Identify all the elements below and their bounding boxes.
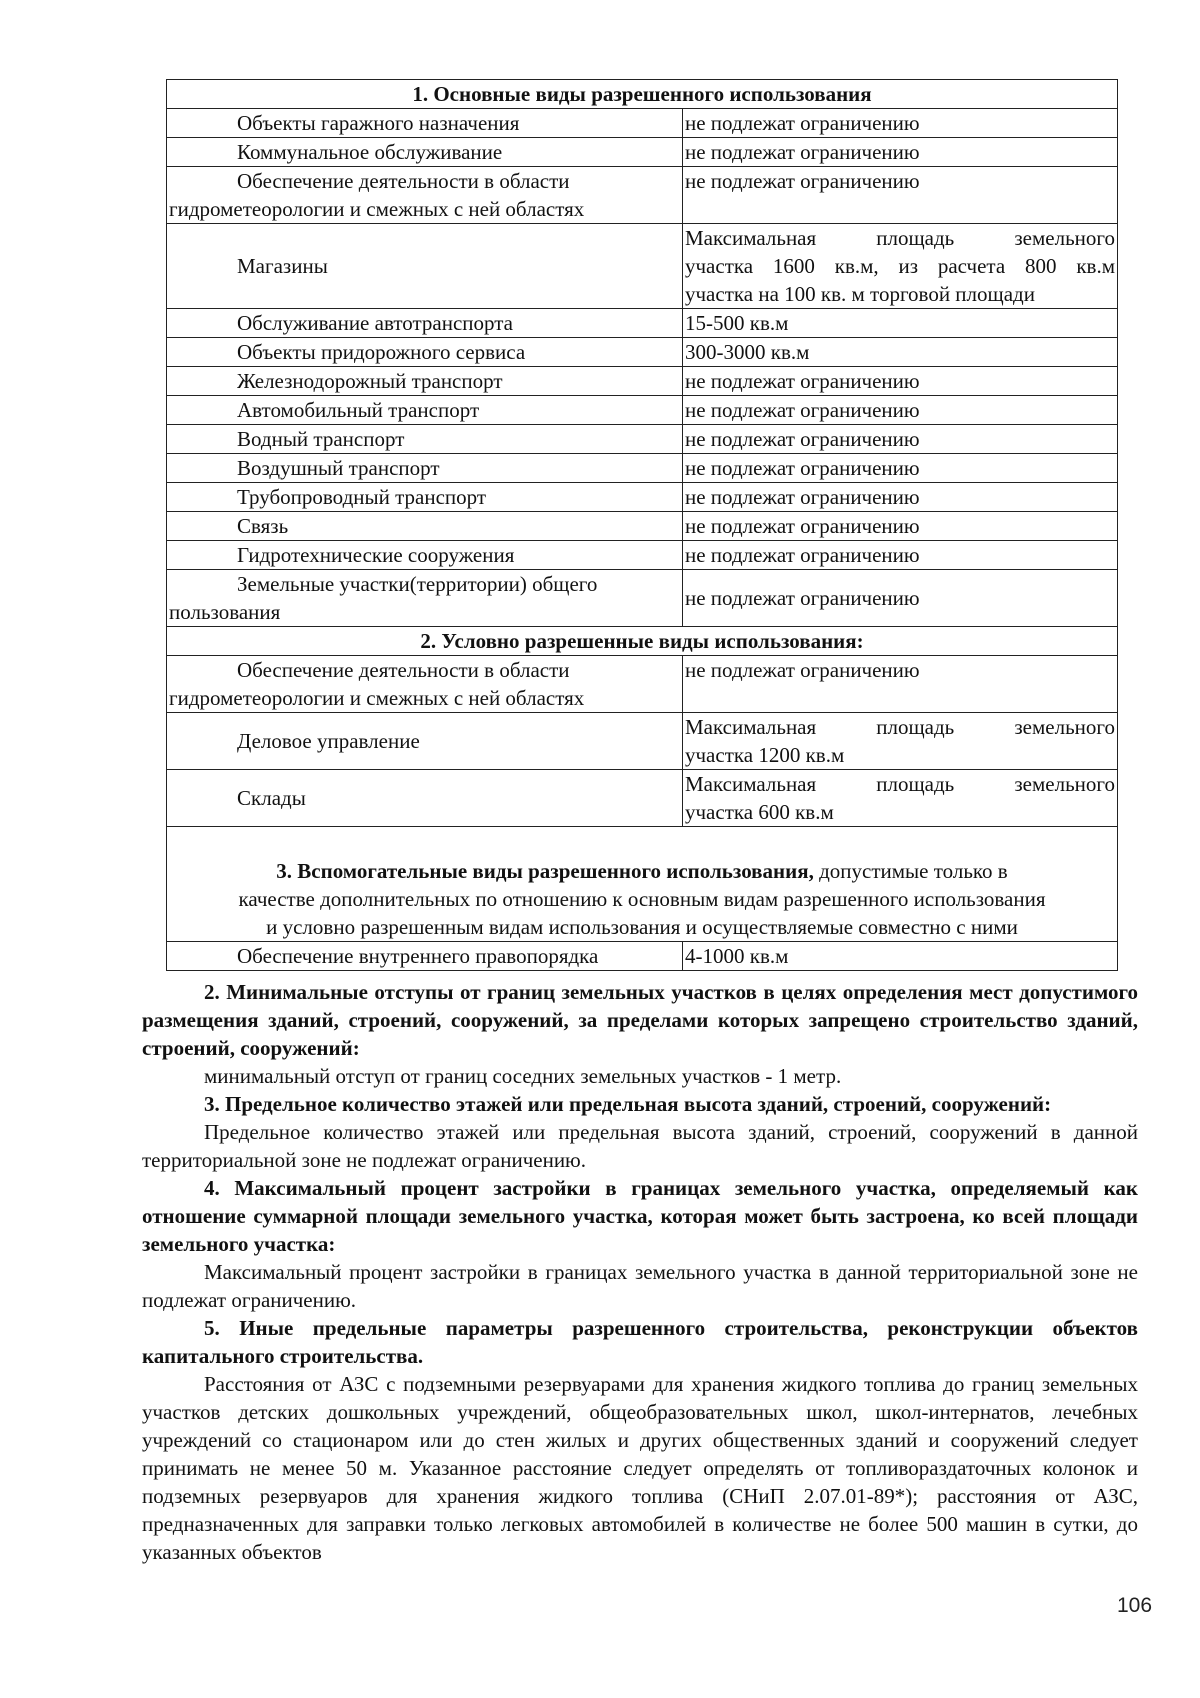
section3-title	[167, 827, 1118, 942]
use-type-value: не подлежат ограничению	[683, 425, 1118, 454]
use-type-value: не подлежат ограничению	[683, 454, 1118, 483]
table-row	[167, 656, 1118, 713]
value-line: участка 1600 кв.м, из расчета 800 кв.м	[685, 254, 1115, 278]
use-type-value: 4-1000 кв.м	[683, 942, 1118, 971]
table-row	[167, 942, 1118, 971]
use-type-value: не подлежат ограничению	[683, 570, 1118, 627]
section-heading: 3. Предельное количество этажей или предельная высота зданий, строений, сооружений:	[204, 1092, 1052, 1116]
document-body	[142, 978, 1138, 1566]
use-type-value: 15-500 кв.м	[683, 309, 1118, 338]
section3-line: качестве дополнительных по отношению к основным видам разрешенного использования	[238, 887, 1046, 911]
use-type-name: Магазины	[167, 224, 683, 309]
value-line: Максимальная площадь земельного	[685, 772, 1115, 796]
section-text: Предельное количество этажей или предельная высота зданий, строений, сооружений в данной территориальной зоне не подлежат ограничению.	[142, 1120, 1138, 1172]
table-row	[167, 338, 1118, 367]
page-number: 106	[1117, 1594, 1153, 1617]
section-header-row	[167, 827, 1118, 942]
name-line: гидрометеорологии и смежных с ней областях	[169, 197, 585, 221]
table-row	[167, 396, 1118, 425]
table-row	[167, 570, 1118, 627]
name-line: Земельные участки(территории) общего	[237, 572, 598, 596]
use-type-name: Склады	[167, 770, 683, 827]
section1-title: 1. Основные виды разрешенного использования	[167, 80, 1118, 109]
use-type-name	[167, 167, 683, 224]
use-type-name: Обслуживание автотранспорта	[167, 309, 683, 338]
use-type-name: Трубопроводный транспорт	[167, 483, 683, 512]
use-type-name: Водный транспорт	[167, 425, 683, 454]
use-type-value: не подлежат ограничению	[683, 483, 1118, 512]
use-type-name: Воздушный транспорт	[167, 454, 683, 483]
section-heading: 5. Иные предельные параметры разрешенного строительства, реконструкции объектов капитального строительства.	[142, 1316, 1138, 1368]
use-type-value	[683, 770, 1118, 827]
use-type-name	[167, 656, 683, 713]
use-type-name: Железнодорожный транспорт	[167, 367, 683, 396]
use-type-value	[683, 224, 1118, 309]
table-row	[167, 167, 1118, 224]
table-row	[167, 713, 1118, 770]
table-row	[167, 454, 1118, 483]
section2-title: 2. Условно разрешенные виды использования:	[167, 627, 1118, 656]
value-line: Максимальная площадь земельного	[685, 226, 1115, 250]
value-line: участка на 100 кв. м торговой площади	[685, 282, 1035, 306]
use-type-name: Деловое управление	[167, 713, 683, 770]
use-type-value: 300-3000 кв.м	[683, 338, 1118, 367]
use-type-value: не подлежат ограничению	[683, 541, 1118, 570]
use-type-value: не подлежат ограничению	[683, 367, 1118, 396]
use-type-value: не подлежат ограничению	[683, 109, 1118, 138]
name-line: гидрометеорологии и смежных с ней областях	[169, 686, 585, 710]
use-type-value: не подлежат ограничению	[683, 138, 1118, 167]
section-text: минимальный отступ от границ соседних земельных участков - 1 метр.	[204, 1064, 842, 1088]
value-line: участка 600 кв.м	[685, 800, 834, 824]
use-type-name: Объекты гаражного назначения	[167, 109, 683, 138]
permitted-use-table	[166, 79, 1118, 971]
table-row	[167, 224, 1118, 309]
use-type-name: Обеспечение внутреннего правопорядка	[167, 942, 683, 971]
table-row	[167, 367, 1118, 396]
section3-rest: допустимые только в	[813, 859, 1008, 883]
section-heading: 2. Минимальные отступы от границ земельных участков в целях определения мест допустимого размещения зданий, строений, сооружений, за пределами которых запрещено строительство зданий, строений, сооружений:	[142, 980, 1138, 1060]
use-type-value: не подлежат ограничению	[683, 656, 1118, 713]
use-type-name: Связь	[167, 512, 683, 541]
section-header-row	[167, 627, 1118, 656]
use-type-name	[167, 570, 683, 627]
table-row	[167, 541, 1118, 570]
section3-bold: 3. Вспомогательные виды разрешенного использования,	[276, 859, 814, 883]
use-type-value: не подлежат ограничению	[683, 167, 1118, 224]
table-row	[167, 512, 1118, 541]
use-type-value: не подлежат ограничению	[683, 512, 1118, 541]
table-row	[167, 425, 1118, 454]
name-line: Обеспечение деятельности в области	[237, 658, 570, 682]
table-row	[167, 109, 1118, 138]
use-type-value: не подлежат ограничению	[683, 396, 1118, 425]
table-row	[167, 309, 1118, 338]
table-row	[167, 483, 1118, 512]
section-heading: 4. Максимальный процент застройки в границах земельного участка, определяемый как отношение суммарной площади земельного участка, которая может быть застроена, ко всей площади земельного участка:	[142, 1176, 1138, 1256]
use-type-name: Автомобильный транспорт	[167, 396, 683, 425]
section-text: Максимальный процент застройки в границах земельного участка в данной территориальной зоне не подлежат ограничению.	[142, 1260, 1138, 1312]
use-type-name: Коммунальное обслуживание	[167, 138, 683, 167]
section3-line: и условно разрешенным видам использования и осуществляемые совместно с ними	[266, 915, 1018, 939]
value-line: Максимальная площадь земельного	[685, 715, 1115, 739]
value-line: участка 1200 кв.м	[685, 743, 845, 767]
use-type-value	[683, 713, 1118, 770]
name-line: Обеспечение деятельности в области	[237, 169, 570, 193]
table-row	[167, 770, 1118, 827]
name-line: пользования	[169, 600, 281, 624]
table-row	[167, 138, 1118, 167]
use-type-name: Гидротехнические сооружения	[167, 541, 683, 570]
section-text: Расстояния от АЗС с подземными резервуарами для хранения жидкого топлива до границ земельных участков детских дошкольных учреждений, общеобразовательных школ, школ-интернатов, лечебных учреждений со стационаром или до стен жилых и других общественных зданий и сооружений следует принимать не менее 50 м. Указанное расстояние следует определять от топливораздаточных колонок и подземных резервуаров для хранения жидкого топлива (СНиП 2.07.01-89*); расстояния от АЗС, предназначенных для заправки только легковых автомобилей в количестве не более 500 машин в сутки, до указанных объектов	[142, 1372, 1138, 1564]
section-header-row	[167, 80, 1118, 109]
use-type-name: Объекты придорожного сервиса	[167, 338, 683, 367]
